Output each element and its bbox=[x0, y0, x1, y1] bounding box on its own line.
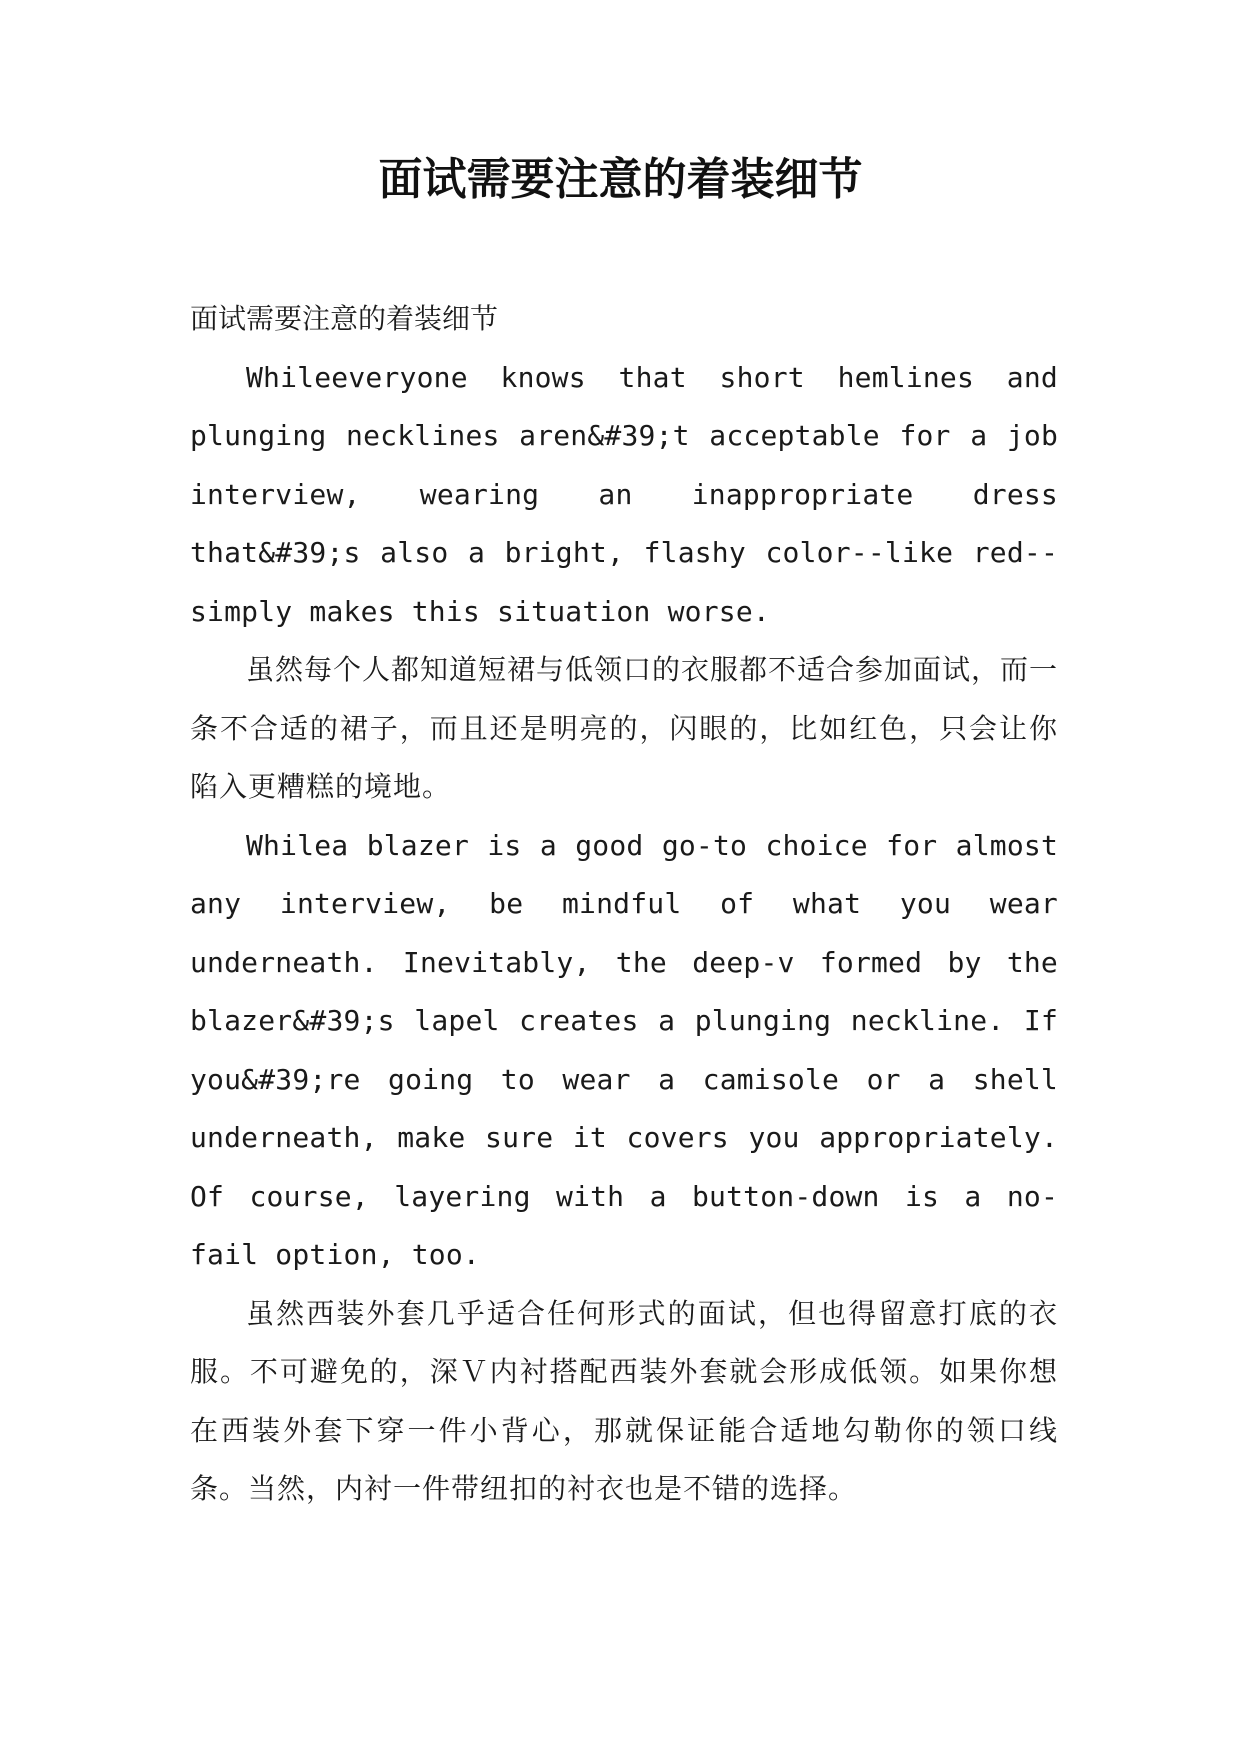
document-title: 面试需要注意的着装细节 bbox=[378, 154, 863, 205]
document-body bbox=[190, 290, 1058, 1519]
paragraph-chinese-1: 虽然每个人都知道短裙与低领口的衣服都不适合参加面试，而一条不合适的裙子，而且还是明亮的，闪眼的，比如红色，只会让你陷入更糟糕的境地。 bbox=[190, 653, 1059, 803]
document-subtitle: 面试需要注意的着装细节 bbox=[190, 302, 499, 335]
paragraph-english-1: Whileeveryone knows that short hemlines and plunging necklines aren&#39;t acceptable for a job interview, wearing an inappropriate dress that&#39;s also a bright, flashy color--like red--simply makes this situation worse. bbox=[190, 360, 1058, 628]
paragraph-english-2: Whilea blazer is a good go-to choice for almost any interview, be mindful of what you wear underneath. Inevitably, the deep-v formed by the blazer&#39;s lapel creates a plunging neckline. If you&#39;re going to wear a camisole or a shell underneath, make sure it covers you appropriately. Of course, layering with a button-down is a no-fail option, too. bbox=[190, 828, 1058, 1271]
paragraph-chinese-2: 虽然西装外套几乎适合任何形式的面试，但也得留意打底的衣服。不可避免的，深Ｖ内衬搭配西装外套就会形成低领。如果你想在西装外套下穿一件小背心，那就保证能合适地勾勒你的领口线条。当然，内衬一件带纽扣的衬衣也是不错的选择。 bbox=[190, 1296, 1058, 1505]
